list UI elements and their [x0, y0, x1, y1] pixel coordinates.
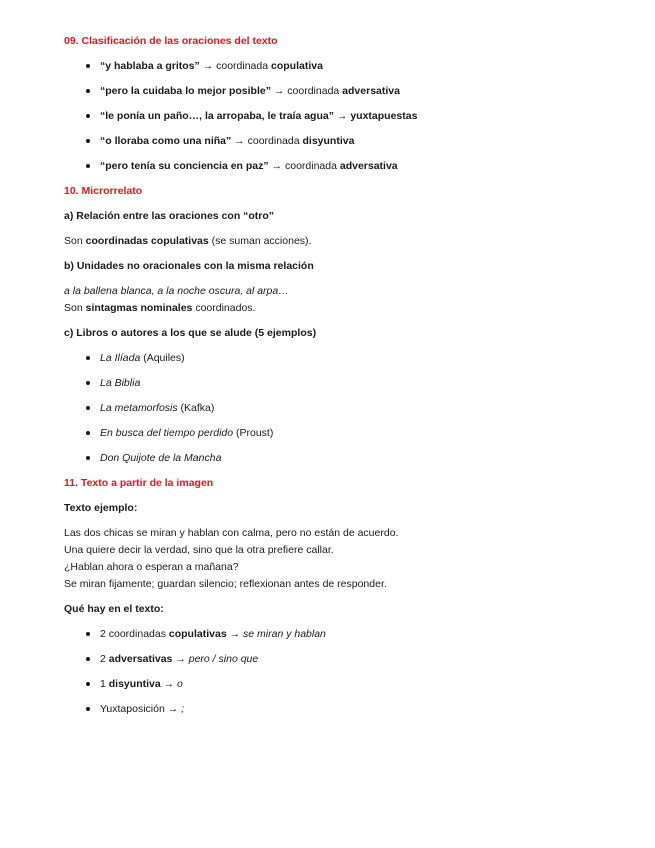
quote-text: “le ponía un paño…, la arropaba, le traía agua”: [100, 110, 334, 122]
text-run: Son: [64, 302, 86, 314]
bullet-icon: [86, 381, 90, 385]
arrow-text: → coordinada: [231, 135, 303, 147]
text-run-bold: adversativas: [108, 653, 173, 665]
bullet-icon: [86, 406, 90, 410]
text-run: coordinados.: [192, 302, 256, 314]
list-item: [64, 451, 604, 465]
section-09-list: [64, 59, 604, 173]
text-run-italic: o: [177, 678, 183, 690]
text-run-bold: copulativas: [168, 628, 227, 640]
book-title: La Biblia: [100, 377, 141, 389]
subsection-a-text: [64, 234, 604, 248]
book-title: En busca del tiempo perdido: [100, 427, 234, 439]
bullet-icon: [86, 64, 90, 68]
quote-text: “y hablaba a gritos”: [100, 60, 200, 72]
type-text: yuxtapuestas: [350, 110, 418, 122]
quote-text: “pero la cuidaba lo mejor posible”: [100, 85, 271, 97]
text-run-italic: se miran y hablan: [243, 628, 326, 640]
book-title: Don Quijote de la Mancha: [100, 452, 222, 464]
text-run: 2: [100, 653, 109, 665]
book-extra: (Kafka): [177, 402, 215, 414]
bullet-icon: [86, 632, 90, 636]
what-title: Qué hay en el texto:: [64, 603, 164, 615]
subsection-c-title: c) Libros o autores a los que se alude (5 ejemplos): [64, 327, 317, 339]
list-item: [64, 159, 604, 173]
bullet-icon: [86, 456, 90, 460]
list-item: [64, 652, 604, 666]
book-extra: (Aquiles): [140, 352, 185, 364]
text-run: (se suman acciones).: [208, 235, 312, 247]
book-title: La metamorfosis: [100, 402, 178, 414]
list-item: [64, 84, 604, 98]
type-text: adversativa: [339, 160, 398, 172]
example-line: Las dos chicas se miran y hablan con calma, pero no están de acuerdo.: [64, 527, 399, 539]
text-run: Son: [64, 235, 86, 247]
type-text: adversativa: [342, 85, 400, 97]
list-item: [64, 426, 604, 440]
what-list: [64, 627, 604, 716]
subsection-b-text: [64, 301, 604, 315]
text-run: Yuxtaposición: [100, 703, 165, 715]
section-11-title: 11. Texto a partir de la imagen: [64, 477, 214, 489]
type-text: copulativa: [271, 60, 323, 72]
example-line: ¿Hablan ahora o esperan a mañana?: [64, 561, 239, 573]
quote-text: “pero tenía su conciencia en paz”: [100, 160, 269, 172]
list-item: [64, 351, 604, 365]
bullet-icon: [86, 164, 90, 168]
bullet-icon: [86, 139, 90, 143]
bullet-icon: [86, 89, 90, 93]
example-line: Se miran fijamente; guardan silencio; reflexionan antes de responder.: [64, 578, 387, 590]
subsection-b-italic: a la ballena blanca, a la noche oscura, al arpa…: [64, 285, 289, 297]
text-run: 2 coordinadas: [100, 628, 169, 640]
list-item: [64, 59, 604, 73]
arrow-text: →: [160, 678, 178, 690]
list-item: [64, 702, 604, 716]
section-09-title: 09. Clasificación de las oraciones del texto: [64, 35, 278, 47]
book-title: La Ilíada: [100, 352, 141, 364]
document-content: [64, 34, 604, 716]
bullet-icon: [86, 431, 90, 435]
bullet-icon: [86, 356, 90, 360]
book-extra: (Proust): [233, 427, 274, 439]
list-item: [64, 134, 604, 148]
books-list: [64, 351, 604, 465]
bullet-icon: [86, 657, 90, 661]
arrow-text: → coordinada: [199, 60, 271, 72]
section-10-title: 10. Microrrelato: [64, 185, 143, 197]
list-item: [64, 627, 604, 641]
text-run-italic: pero / sino que: [188, 653, 259, 665]
text-run-bold: coordinadas copulativas: [85, 235, 209, 247]
bullet-icon: [86, 114, 90, 118]
type-text: disyuntiva: [302, 135, 355, 147]
bullet-icon: [86, 682, 90, 686]
subsection-b-title: b) Unidades no oracionales con la misma relación: [64, 260, 314, 272]
quote-text: “o lloraba como una niña”: [100, 135, 232, 147]
arrow-text: → coordinada: [270, 85, 343, 97]
arrow-text: →: [333, 110, 351, 122]
list-item: [64, 401, 604, 415]
bullet-icon: [86, 707, 90, 711]
text-run-italic: ;: [181, 703, 185, 715]
example-line: Una quiere decir la verdad, sino que la otra prefiere callar.: [64, 544, 334, 556]
text-run: 1: [100, 678, 109, 690]
text-run-bold: disyuntiva: [108, 678, 161, 690]
subsection-a-title: a) Relación entre las oraciones con “otro”: [64, 210, 275, 222]
text-run-bold: sintagmas nominales: [85, 302, 193, 314]
list-item: [64, 677, 604, 691]
list-item: [64, 109, 604, 123]
arrow-text: →: [164, 703, 182, 715]
arrow-text: →: [226, 628, 244, 640]
arrow-text: →: [172, 653, 189, 665]
arrow-text: → coordinada: [268, 160, 340, 172]
example-text: [64, 526, 604, 591]
example-title: Texto ejemplo:: [64, 502, 138, 514]
list-item: [64, 376, 604, 390]
